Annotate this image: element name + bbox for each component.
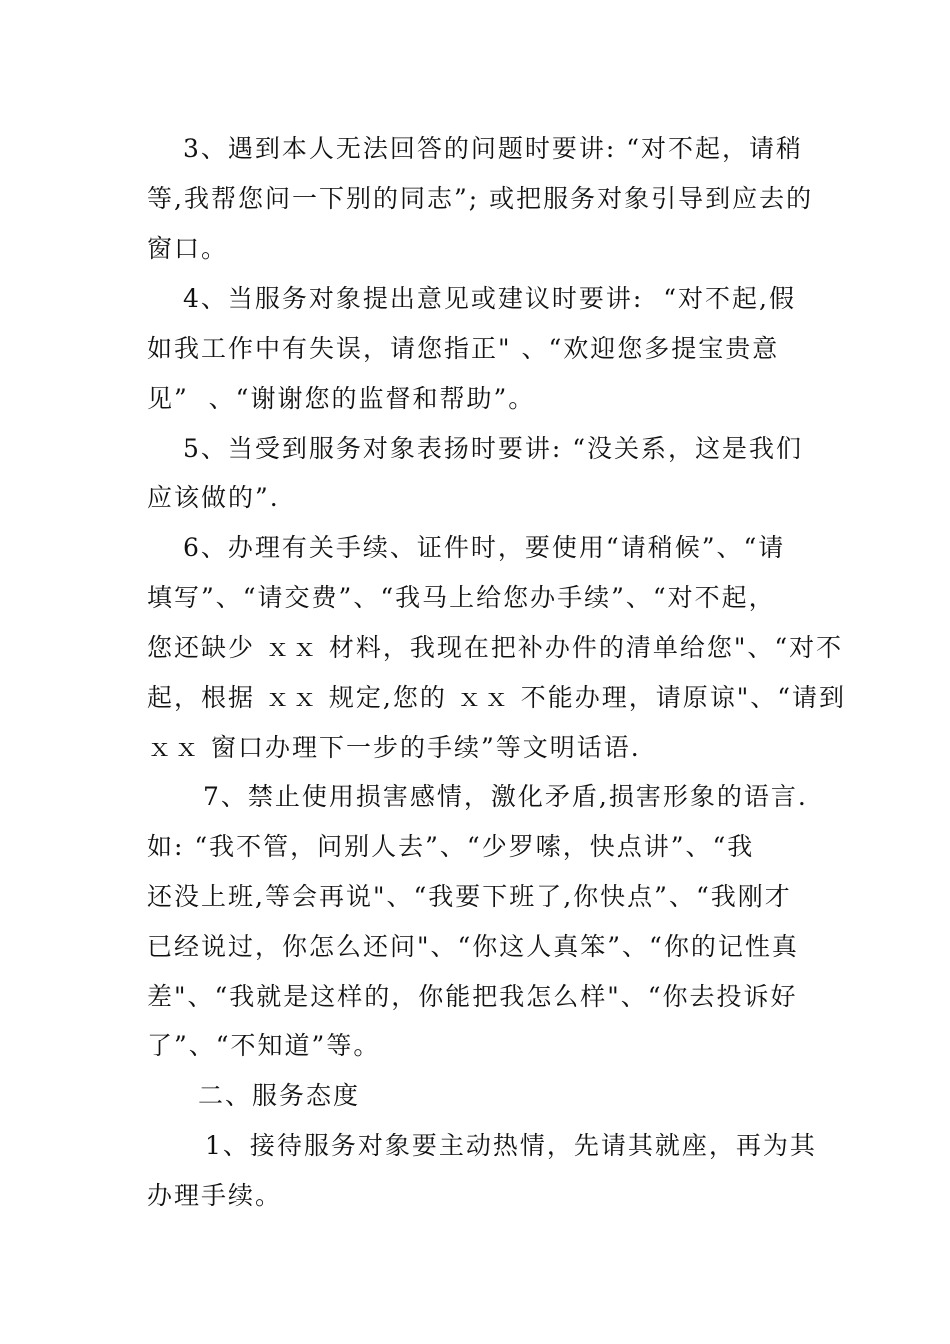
text-line: 差"、“我就是这样的，你能把我怎么样"、“你去投诉好 [147,982,798,1011]
text-line: 如我工作中有失误，请您指正" 、“欢迎您多提宝贵意 [147,334,780,363]
text-line: 等,我帮您问一下别的同志”; 或把服务对象引导到应去的 [147,184,814,213]
text-line: 还没上班,等会再说"、“我要下班了,你快点”、“我刚才 [147,882,792,911]
text-line: 1、接待服务对象要主动热情，先请其就座，再为其 [205,1131,817,1160]
text-line: 5、当受到服务对象表扬时要讲: “没关系，这是我们 [183,434,804,463]
text-line: ｘｘ 窗口办理下一步的手续”等文明话语. [147,733,641,762]
text-line: 已经说过，你怎么还问"、“你这人真笨”、“你的记性真 [147,932,799,961]
text-line: 3、遇到本人无法回答的问题时要讲: “对不起，请稍 [183,134,804,163]
text-line: 如: “我不管，问别人去”、“少罗嗦，快点讲”、“我 [147,832,755,861]
text-line: 见” 、“谢谢您的监督和帮助”。 [147,384,536,413]
text-line: 办理手续。 [147,1181,283,1210]
section-heading: 二、服务态度 [198,1081,361,1110]
text-line: 起，根据 ｘｘ 规定,您的 ｘｘ 不能办理，请原谅"、“请到 [147,683,847,712]
text-line: 了”、“不知道”等。 [147,1031,381,1060]
text-line: 4、当服务对象提出意见或建议时要讲: “对不起,假 [183,284,796,313]
text-line: 窗口。 [147,234,229,263]
text-line: 6、办理有关手续、证件时，要使用“请稍候”、“请 [183,533,786,562]
text-line: 您还缺少 ｘｘ 材料，我现在把补办件的清单给您"、“对不 [147,633,844,662]
text-line: 应该做的”. [147,483,280,512]
text-line: 填写”、“请交费”、“我马上给您办手续”、“对不起， [147,583,776,612]
text-line: 7、禁止使用损害感情，激化矛盾,损害形象的语言. [203,782,808,811]
